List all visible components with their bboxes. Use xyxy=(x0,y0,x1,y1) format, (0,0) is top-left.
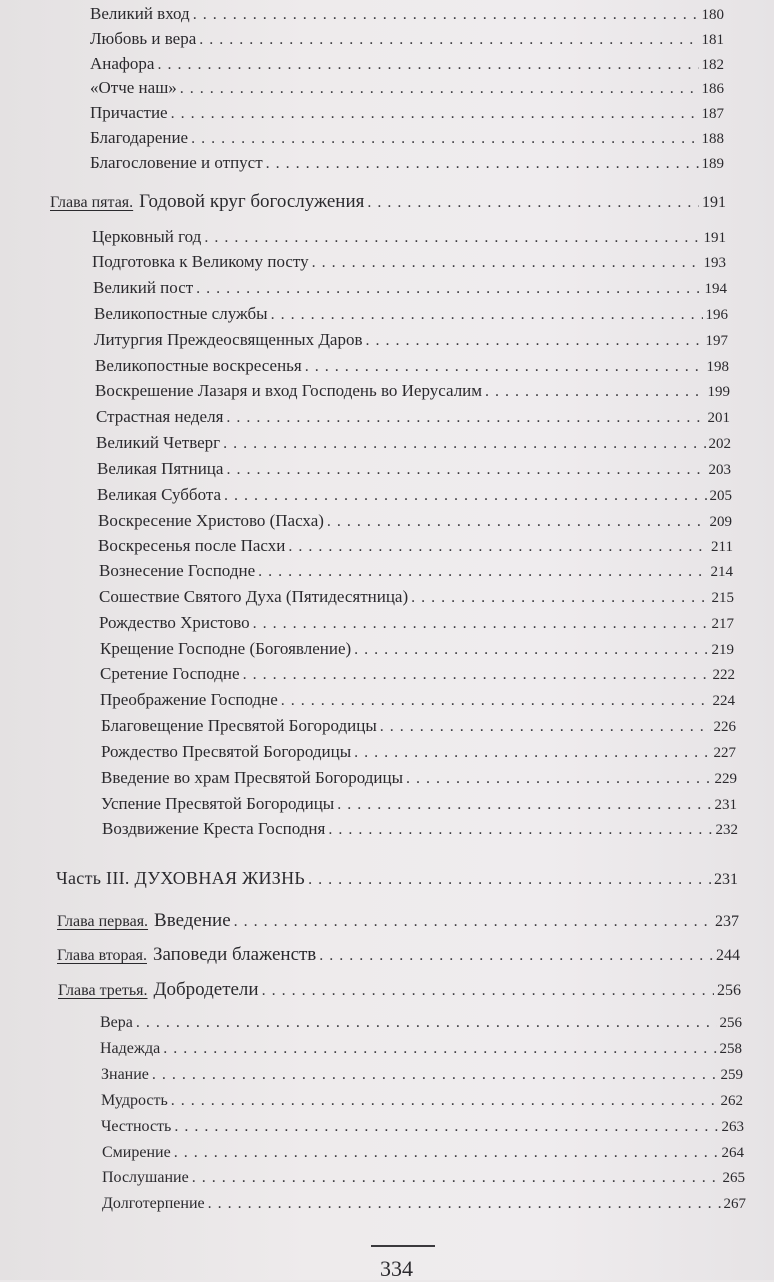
toc-leader-dots xyxy=(192,1169,720,1187)
toc-leader-dots xyxy=(367,194,699,212)
toc-entry-page: 259 xyxy=(720,1067,743,1083)
chapter-page: 191 xyxy=(702,194,726,211)
toc-leader-dots xyxy=(281,692,710,710)
toc-leader-dots xyxy=(224,487,706,505)
toc-entry-page: 226 xyxy=(713,719,736,735)
chapter-label: Глава вторая. xyxy=(57,947,147,964)
chapter-page: 256 xyxy=(717,982,741,999)
toc-leader-dots xyxy=(411,589,708,607)
toc-entry xyxy=(90,54,724,74)
toc-entry xyxy=(92,227,726,247)
toc-leader-dots xyxy=(258,563,707,581)
toc-leader-dots xyxy=(226,461,705,479)
chapter-title: Добродетели xyxy=(153,979,259,1000)
toc-entry-page: 211 xyxy=(711,539,733,555)
toc-entry-page: 217 xyxy=(711,616,734,632)
toc-entry-page: 209 xyxy=(709,514,732,530)
toc-entry-page: 188 xyxy=(701,131,724,147)
toc-entry-page: 215 xyxy=(711,590,734,606)
toc-leader-dots xyxy=(208,1195,721,1213)
toc-entry-page: 205 xyxy=(709,488,732,504)
chapter-page: 237 xyxy=(715,913,739,930)
toc-entry xyxy=(90,29,724,49)
toc-entry-title: Церковный год xyxy=(92,227,202,246)
toc-entry-page: 231 xyxy=(714,797,737,813)
toc-entry-title: Подготовка к Великому посту xyxy=(92,252,309,271)
toc-entry-title: Рождество Христово xyxy=(99,613,250,632)
toc-entry-title: Анафора xyxy=(90,54,155,73)
toc-leader-dots xyxy=(312,254,701,272)
toc-leader-dots xyxy=(152,1066,718,1084)
toc-entry-title: Благословение и отпуст xyxy=(90,153,263,172)
toc-entry-page: 199 xyxy=(707,384,730,400)
toc-leader-dots xyxy=(305,358,704,376)
toc-entry-title: Великий пост xyxy=(93,278,194,297)
toc-entry xyxy=(93,278,727,298)
toc-entry-page: 197 xyxy=(705,333,728,349)
toc-entry xyxy=(90,4,724,24)
toc-entry-title: Рождество Пресвятой Богородицы xyxy=(101,742,352,761)
toc-leader-dots xyxy=(380,718,711,736)
toc-entry xyxy=(90,103,724,123)
toc-entry-page: 182 xyxy=(701,57,724,73)
toc-entry-page: 265 xyxy=(722,1170,745,1186)
toc-entry-title: Знание xyxy=(101,1066,149,1083)
toc-entry-title: Великий вход xyxy=(90,4,190,23)
chapter-page: 244 xyxy=(716,947,740,964)
toc-entry xyxy=(95,381,730,401)
toc-entry-page: 187 xyxy=(701,106,724,122)
toc-entry xyxy=(100,690,735,710)
toc-entry xyxy=(100,1014,742,1032)
toc-leader-dots xyxy=(253,615,709,633)
chapter-heading xyxy=(58,979,741,1001)
toc-entry xyxy=(97,485,732,505)
toc-entry xyxy=(101,742,736,762)
toc-entry-title: Введение во храм Пресвятой Богородицы xyxy=(101,768,404,787)
toc-entry-title: Причастие xyxy=(90,103,168,122)
toc-entry-page: 194 xyxy=(704,281,727,297)
toc-entry xyxy=(100,1040,742,1058)
folio-rule xyxy=(371,1245,435,1247)
toc-leader-dots xyxy=(234,913,712,931)
toc-entry xyxy=(102,1169,745,1187)
toc-leader-dots xyxy=(204,229,700,247)
toc-entry-page: 214 xyxy=(710,564,733,580)
toc-entry-title: Благодарение xyxy=(90,128,189,147)
toc-entry-page: 227 xyxy=(713,745,736,761)
toc-leader-dots xyxy=(191,130,698,148)
toc-entry xyxy=(101,794,737,814)
toc-entry-title: Благовещение Пресвятой Богородицы xyxy=(101,716,377,735)
toc-entry xyxy=(99,613,734,633)
toc-leader-dots xyxy=(199,31,698,49)
toc-entry-title: Великий Четверг xyxy=(96,433,221,452)
toc-leader-dots xyxy=(406,770,711,788)
chapter-title: Заповеди блаженств xyxy=(152,944,317,965)
toc-leader-dots xyxy=(366,332,703,350)
toc-entry-page: 196 xyxy=(705,307,728,323)
toc-leader-dots xyxy=(271,306,703,324)
toc-entry-page: 258 xyxy=(719,1041,742,1057)
toc-entry-page: 232 xyxy=(715,822,738,838)
toc-entry xyxy=(99,561,733,581)
part-title: Часть III. ДУХОВНАЯ ЖИЗНЬ xyxy=(56,868,306,888)
toc-entry-page: 191 xyxy=(703,230,726,246)
chapter-heading xyxy=(57,944,740,966)
chapter-title: Введение xyxy=(154,910,231,931)
toc-entry-title: Вера xyxy=(100,1014,133,1031)
toc-entry xyxy=(100,664,735,684)
toc-leader-dots xyxy=(163,1040,716,1058)
toc-entry xyxy=(102,819,738,839)
toc-entry-title: Страстная неделя xyxy=(96,407,224,426)
part-heading xyxy=(56,868,738,889)
toc-entry-title: Надежда xyxy=(100,1040,161,1057)
toc-entry-title: Вознесение Господне xyxy=(99,561,256,580)
toc-entry-title: Крещение Господне (Богоявление) xyxy=(100,639,352,658)
toc-leader-dots xyxy=(226,409,704,427)
toc-entry xyxy=(97,459,731,479)
toc-leader-dots xyxy=(262,982,714,1000)
toc-entry-page: 256 xyxy=(719,1015,742,1031)
toc-entry xyxy=(90,153,724,173)
toc-entry-title: «Отче наш» xyxy=(90,78,177,97)
toc-entry xyxy=(101,768,737,788)
toc-entry xyxy=(95,356,729,376)
toc-leader-dots xyxy=(174,1144,719,1162)
toc-entry xyxy=(96,407,730,427)
chapter-label: Глава третья. xyxy=(58,982,148,999)
toc-entry-title: Воскресение Христово (Пасха) xyxy=(98,511,324,530)
toc-entry-title: Сретение Господне xyxy=(100,664,240,683)
toc-entry-page: 202 xyxy=(708,436,731,452)
toc-leader-dots xyxy=(354,641,708,659)
toc-entry-page: 224 xyxy=(712,693,735,709)
toc-entry-page: 262 xyxy=(720,1093,743,1109)
toc-entry xyxy=(101,716,736,736)
toc-entry-page: 229 xyxy=(714,771,737,787)
toc-entry-page: 267 xyxy=(723,1196,746,1212)
toc-entry xyxy=(99,587,734,607)
toc-leader-dots xyxy=(171,105,699,123)
toc-leader-dots xyxy=(136,1014,717,1032)
toc-entry-title: Сошествие Святого Духа (Пятидесятница) xyxy=(99,587,409,606)
page-number: 334 xyxy=(380,1256,413,1281)
toc-entry-page: 181 xyxy=(701,32,724,48)
toc-entry xyxy=(102,1195,746,1213)
toc-leader-dots xyxy=(193,6,699,24)
chapter-heading xyxy=(50,191,726,213)
toc-leader-dots xyxy=(337,796,711,814)
toc-entry xyxy=(90,78,724,98)
toc-leader-dots xyxy=(485,383,704,401)
toc-entry-page: 219 xyxy=(711,642,734,658)
toc-leader-dots xyxy=(327,513,707,531)
part-page: 231 xyxy=(714,871,738,888)
toc-entry-page: 201 xyxy=(707,410,730,426)
toc-leader-dots xyxy=(180,80,699,98)
toc-entry xyxy=(102,1144,744,1162)
toc-leader-dots xyxy=(266,155,699,173)
toc-leader-dots xyxy=(196,280,701,298)
toc-entry-title: Великая Суббота xyxy=(97,485,222,504)
toc-entry-title: Великая Пятница xyxy=(97,459,224,478)
chapter-title: Годовой круг богослужения xyxy=(139,191,365,212)
toc-entry-page: 203 xyxy=(708,462,731,478)
toc-entry-page: 263 xyxy=(721,1119,744,1135)
toc-entry xyxy=(101,1066,743,1084)
chapter-heading xyxy=(57,910,739,932)
toc-entry-title: Смирение xyxy=(102,1144,171,1161)
toc-entry-title: Преображение Господне xyxy=(100,690,278,709)
toc-leader-dots xyxy=(319,947,713,965)
toc-entry-title: Воскресенья после Пасхи xyxy=(98,536,286,555)
toc-entry-page: 180 xyxy=(701,7,724,23)
toc-entry-title: Великопостные службы xyxy=(94,304,268,323)
toc-entry-page: 186 xyxy=(701,81,724,97)
toc-entry xyxy=(98,536,733,556)
toc-entry xyxy=(101,1092,743,1110)
toc-entry-page: 222 xyxy=(712,667,735,683)
toc-entry-page: 189 xyxy=(701,156,724,172)
toc-entry xyxy=(94,304,728,324)
toc-leader-dots xyxy=(328,821,712,839)
toc-entry xyxy=(92,252,726,272)
toc-entry xyxy=(94,330,728,350)
toc-entry-page: 193 xyxy=(703,255,726,271)
toc-entry-page: 264 xyxy=(721,1145,744,1161)
toc-leader-dots xyxy=(308,871,711,889)
toc-entry xyxy=(90,128,724,148)
toc-entry-title: Великопостные воскресенья xyxy=(95,356,302,375)
toc-entry xyxy=(96,433,731,453)
toc-entry-title: Мудрость xyxy=(101,1092,168,1109)
toc-entry xyxy=(101,1118,744,1136)
chapter-label: Глава пятая. xyxy=(50,194,134,211)
toc-entry-title: Послушание xyxy=(102,1169,189,1186)
toc-entry-title: Честность xyxy=(101,1118,172,1135)
toc-entry-title: Успение Пресвятой Богородицы xyxy=(101,794,335,813)
toc-leader-dots xyxy=(243,666,710,684)
toc-entry-title: Воздвижение Креста Господня xyxy=(102,819,326,838)
toc-entry-title: Воскрешение Лазаря и вход Господень во Иерусалим xyxy=(95,381,483,400)
toc-entry xyxy=(100,639,734,659)
toc-leader-dots xyxy=(157,56,698,74)
toc-leader-dots xyxy=(223,435,705,453)
toc-leader-dots xyxy=(288,538,708,556)
toc-entry xyxy=(98,511,732,531)
toc-leader-dots xyxy=(171,1092,718,1110)
toc-entry-title: Литургия Преждеосвященных Даров xyxy=(94,330,363,349)
toc-entry-title: Любовь и вера xyxy=(90,29,197,48)
chapter-label: Глава первая. xyxy=(57,913,149,930)
toc-leader-dots xyxy=(174,1118,718,1136)
toc-entry-page: 198 xyxy=(706,359,729,375)
toc-entry-title: Долготерпение xyxy=(102,1195,205,1212)
toc-leader-dots xyxy=(354,744,710,762)
